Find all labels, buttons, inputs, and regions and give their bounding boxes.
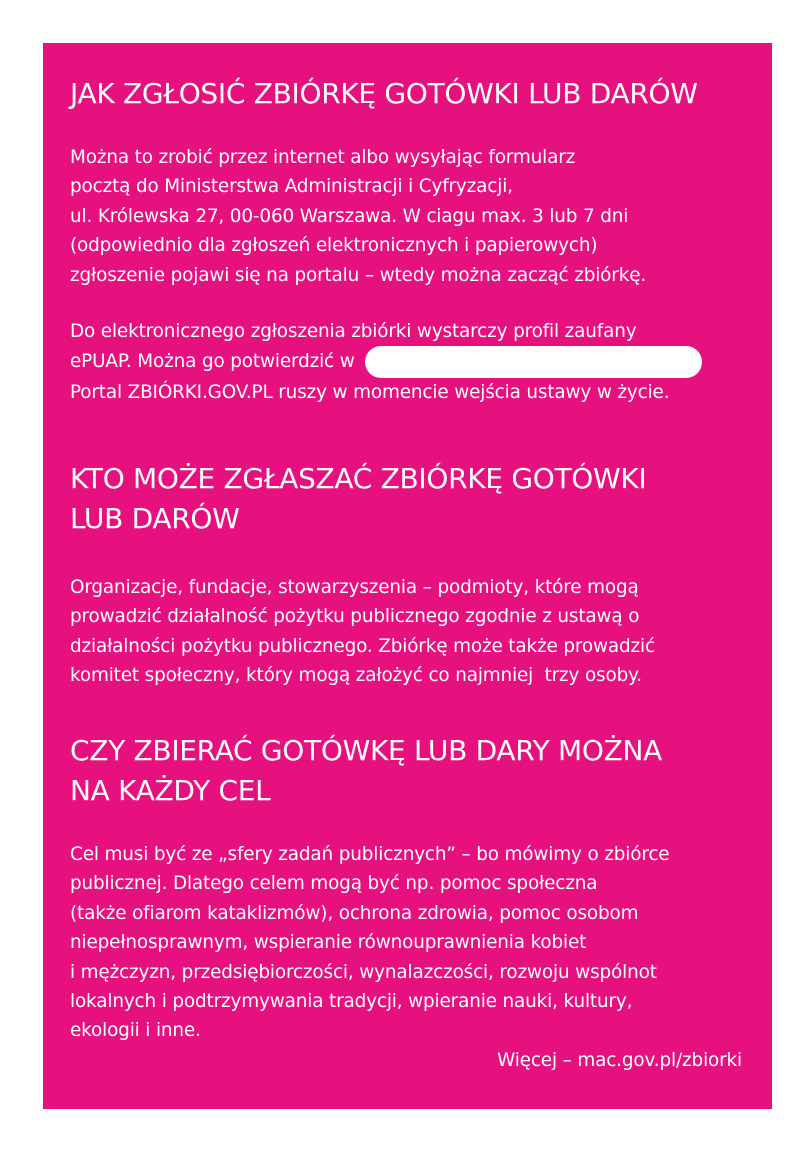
text-line: Cel musi być ze „sfery zadań publicznych” – bo mówimy o zbiórce: [70, 844, 670, 865]
section-heading-how-to-register: [70, 74, 752, 114]
text-line: Można to zrobić przez internet albo wysyłając formularz: [70, 147, 576, 168]
text-line: (odpowiednio dla zgłoszeń elektronicznych i papierowych): [70, 235, 598, 257]
text-line: pocztą do Ministerstwa Administracji i Cyfryzacji,: [70, 176, 513, 198]
text-line-with-redaction: [70, 346, 752, 378]
text-line: Organizacje, fundacje, stowarzyszenia – podmioty, które mogą: [70, 577, 639, 598]
paragraph-any-purpose: [70, 840, 752, 1046]
text-line: lokalnych i podtrzymywania tradycji, wpieranie nauki, kultury,: [70, 991, 633, 1013]
section-heading-any-purpose: [70, 731, 752, 811]
text-line: publicznej. Dlatego celem mogą być np. pomoc społeczna: [70, 873, 598, 895]
text-line: ul. Królewska 27, 00-060 Warszawa. W ciagu max. 3 lub 7 dni: [70, 205, 629, 227]
section-heading-who-can-register: [70, 459, 752, 539]
heading-line: CZY ZBIERAĆ GOTÓWKĘ LUB DARY MOŻNA: [70, 734, 663, 767]
heading-line: LUB DARÓW: [70, 502, 240, 535]
text-line: i mężczyzn, przedsiębiorczości, wynalazczości, rozwoju wspólnot: [70, 961, 657, 983]
paragraph-how-to-register: [70, 143, 752, 290]
heading-line: JAK ZGŁOSIĆ ZBIÓRKĘ GOTÓWKI LUB DARÓW: [70, 77, 698, 110]
text-line: zgłoszenie pojawi się na portalu – wtedy można zacząć zbiórkę.: [70, 264, 647, 286]
paragraph-epuap-profile: [70, 317, 752, 408]
paragraph-who-can-register: [70, 573, 752, 691]
text-line: ekologii i inne.: [70, 1020, 201, 1042]
more-info-link[interactable]: Więcej – mac.gov.pl/zbiorki: [497, 1050, 742, 1071]
heading-line: NA KAŻDY CEL: [70, 774, 271, 807]
info-panel: [43, 43, 772, 1109]
text-line: działalności pożytku publicznego. Zbiórkę może także prowadzić: [70, 635, 655, 657]
text-line: (także ofiarom kataklizmów), ochrona zdrowia, pomoc osobom: [70, 902, 639, 924]
text-line: komitet społeczny, który mogą założyć co najmniej trzy osoby.: [70, 665, 642, 687]
redacted-link-pill: [365, 346, 702, 378]
heading-line: KTO MOŻE ZGŁASZAĆ ZBIÓRKĘ GOTÓWKI: [70, 462, 647, 495]
text-line: prowadzić działalność pożytku publicznego zgodnie z ustawą o: [70, 606, 640, 628]
text-line: Portal ZBIÓRKI.GOV.PL ruszy w momencie wejścia ustawy w życie.: [70, 382, 670, 404]
text-line: Do elektronicznego zgłoszenia zbiórki wystarczy profil zaufany: [70, 321, 637, 342]
text-fragment: ePUAP. Można go potwierdzić w: [70, 351, 355, 373]
text-line: niepełnosprawnym, wspieranie równouprawnienia kobiet: [70, 932, 587, 954]
